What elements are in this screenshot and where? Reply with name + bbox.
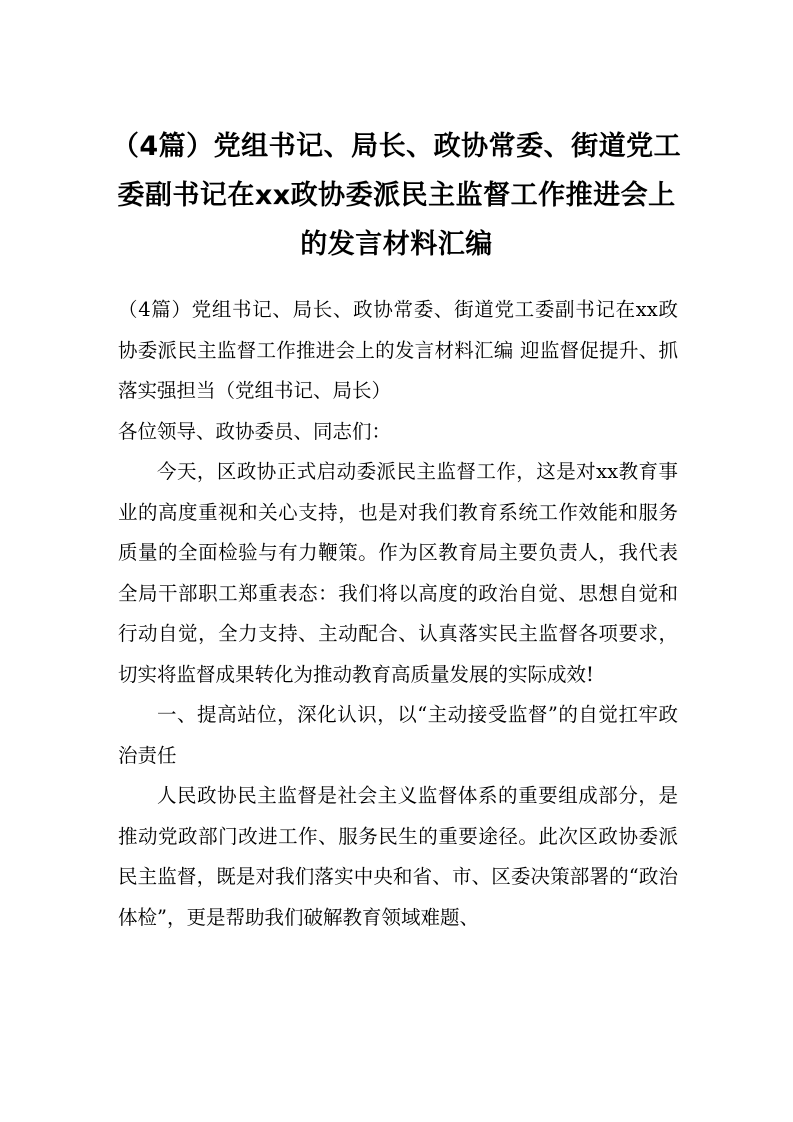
document-title: （4篇）党组书记、局长、政协常委、街道党工委副书记在xx政协委派民主监督工作推进会上的发言材料汇编: [111, 131, 682, 260]
body-paragraph: 人民政协民主监督是社会主义监督体系的重要组成部分，是推动党政部门改进工作、服务民生的重要途径。此次区政协委派民主监督，既是对我们落实中央和省、市、区委决策部署的“政治体检”，更是帮助我们破解教育领域难题、: [118, 784, 678, 929]
document-body: [118, 290, 678, 938]
section-heading: 一、提高站位，深化认识，以“主动接受监督”的自觉扛牢政治责任: [118, 703, 678, 767]
salutation: 各位领导、政协委员、同志们：: [118, 419, 392, 443]
intro-paragraph: （4篇）党组书记、局长、政协常委、街道党工委副书记在xx政协委派民主监督工作推进会上的发言材料汇编 迎监督促提升、抓落实强担当（党组书记、局长）: [118, 298, 678, 402]
body-paragraph: 今天，区政协正式启动委派民主监督工作，这是对xx教育事业的高度重视和关心支持，也是对我们教育系统工作效能和服务质量的全面检验与有力鞭策。作为区教育局主要负责人，我代表全局干部职工郑重表态：我们将以高度的政治自觉、思想自觉和行动自觉，全力支持、主动配合、认真落实民主监督各项要求，切实将监督成果转化为推动教育高质量发展的实际成效!: [118, 460, 678, 686]
